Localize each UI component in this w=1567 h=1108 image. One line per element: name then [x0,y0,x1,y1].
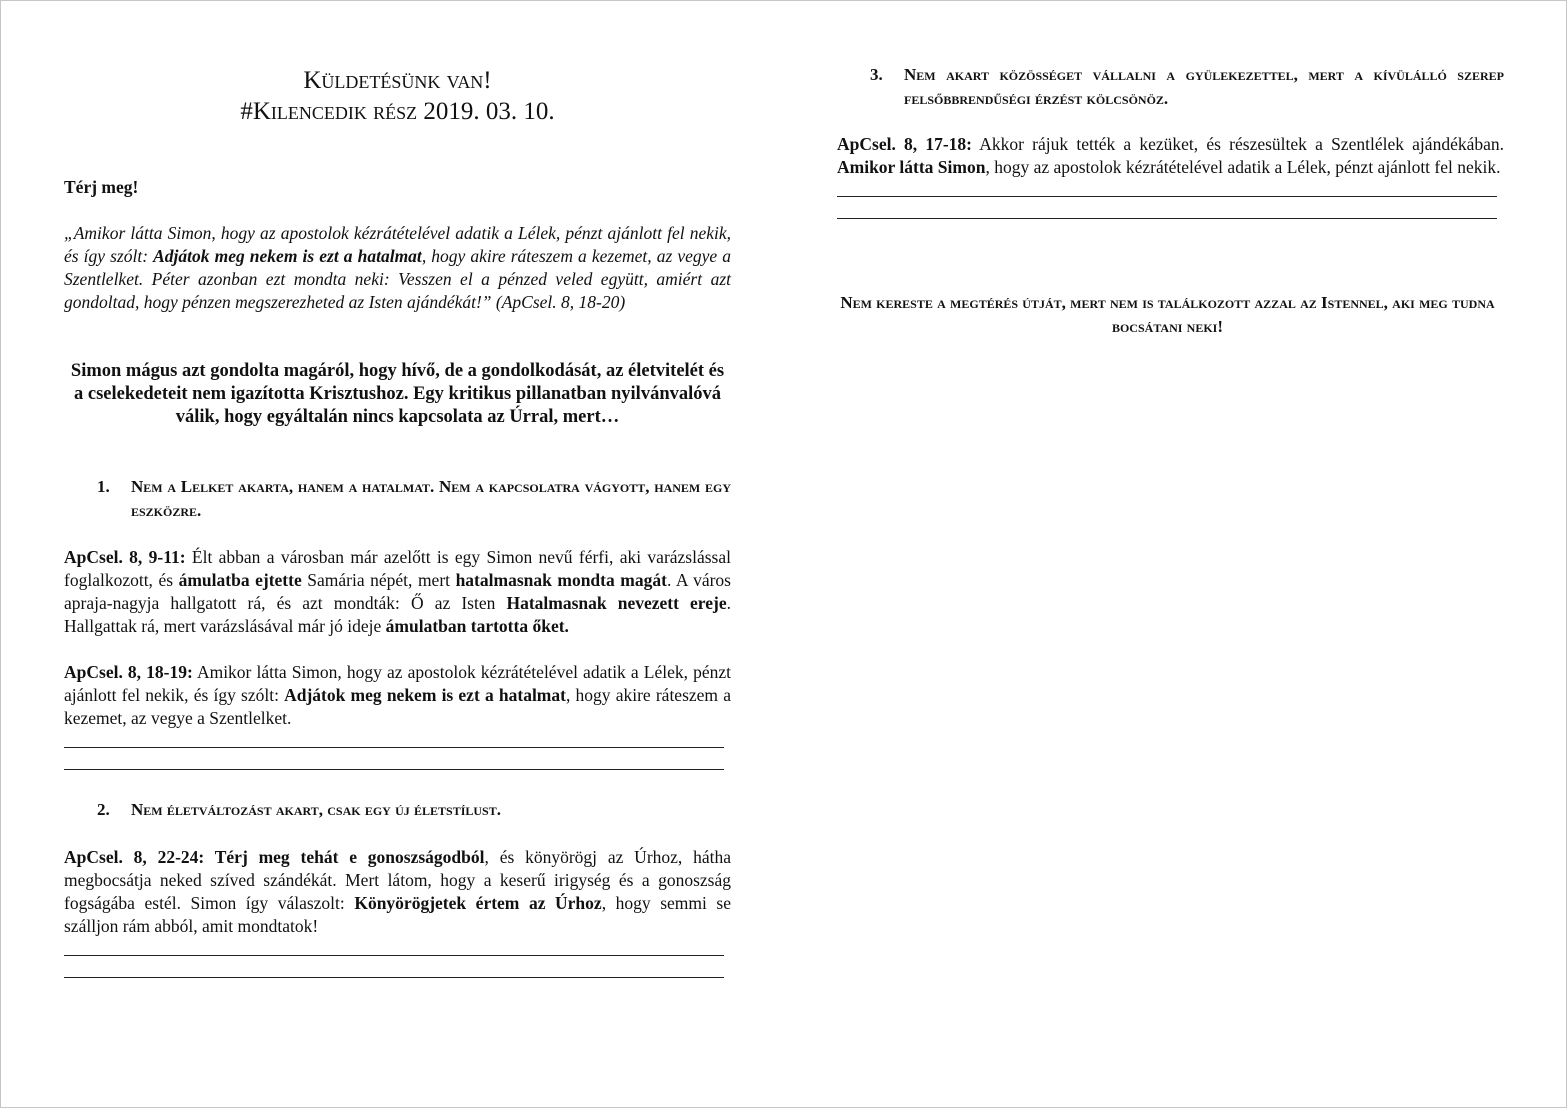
verse-text: , hogy az apostolok kézrátételével adatik a Lélek, pénzt ajánlott fel nekik. [985,157,1501,177]
verse-text: . A város apraja-nagyja hallgatott rá, és azt mondták: Ő az Isten [64,570,731,613]
verse-bold: ámulatba ejtette [178,570,302,590]
answer-line[interactable] [64,747,724,748]
quote-text: „Amikor látta Simon, hogy az apostolok kézrátételével adatik a Lélek, pénzt ajánlott fel nekik, és így szólt: [64,223,731,266]
verse-text: . Hallgattak rá, mert varázslásával már jó ideje [64,593,731,636]
verse-text: Amikor látta Simon, hogy az apostolok kézrátételével adatik a Lélek, pénzt ajánlott fel nekik, és így szólt: [64,662,731,705]
verse-bold: ámulatban tartotta őket. [385,616,569,636]
verse-paragraph [837,133,1504,179]
verse-text: , hogy semmi se szálljon rám abból, amit mondtatok! [64,893,731,936]
answer-line[interactable] [64,977,724,978]
closing-statement: Nem kereste a megtérés útját, mert nem is találkozott azzal az Istennel, aki meg tudna bocsátani neki! [840,293,1495,336]
verse-reference: ApCsel. 8, 22-24: [64,847,205,867]
scripture-quote [64,222,731,314]
point-number: 2. [97,800,110,819]
verse-reference: ApCsel. 8, 18-19: [64,662,193,682]
verse-bold: hatalmasnak mondta magát [455,570,667,590]
verse-bold: Hatalmasnak nevezett ereje [506,593,727,613]
verse-bold: Könyörögjetek értem az Úrhoz [354,893,602,913]
verse-text: Akkor rájuk tették a kezüket, és részesültek a Szentlélek ajándékában. [972,134,1504,154]
point-1 [97,475,731,523]
left-column [64,61,731,978]
point-3 [870,63,1504,111]
point-2 [97,798,731,822]
verse-text: , hogy akire ráteszem a kezemet, az vegye a Szentlelket. [64,685,731,728]
point-text: Nem akart közösséget vállalni a gyülekezettel, mert a kívülálló szerep felsőbbrendűségi érzést kölcsönöz. [904,65,1504,108]
verse-text: Samária népét, mert [301,570,456,590]
point-text: Nem életváltozást akart, csak egy új életstílust. [131,800,501,819]
point-number: 1. [97,477,110,496]
point-text: Nem a Lelket akarta, hanem a hatalmat. Nem a kapcsolatra vágyott, hanem egy eszközre. [131,477,731,520]
verse-reference: ApCsel. 8, 17-18: [837,134,973,154]
verse-paragraph [64,661,731,730]
verse-paragraph [64,846,731,938]
verse-reference: ApCsel. 8, 9-11: [64,547,186,567]
verse-bold: Adjátok meg nekem is ezt a hatalmat [284,685,566,705]
point-number: 3. [870,65,883,84]
verse-text: Élt abban a városban már azelőtt is egy Simon nevű férfi, aki varázslással foglalkozott, és [64,547,731,590]
verse-text: , és könyörögj az Úrhoz, hátha megbocsátja neked szíved szándékát. Mert látom, hogy a keserű irigység és a gonoszság fogságába estél. Simon így válaszolt: [64,847,732,913]
answer-line[interactable] [837,196,1497,197]
verse-bold: Térj meg tehát e gonoszságodból [204,847,485,867]
quote-bold: Adjátok meg nekem is ezt a hatalmat [153,246,422,266]
title-line-1: Küldetésünk van! [303,67,492,94]
answer-line[interactable] [64,769,724,770]
verse-bold: Amikor látta Simon [837,157,986,177]
right-column [837,61,1504,356]
title-line-2: #Kilencedik rész 2019. 03. 10. [240,98,555,125]
summary-statement: Simon mágus azt gondolta magáról, hogy hívő, de a gondolkodását, az életvitelét és a cselekedeteit nem igazította Krisztushoz. Egy kritikus pillanatban nyilvánvalóvá válik, hogy egyáltalán nincs kapcsolata az Úrral, mert… [70,361,725,427]
answer-line[interactable] [64,955,724,956]
document-title [64,65,731,127]
verse-paragraph [64,546,731,638]
answer-line[interactable] [837,218,1497,219]
section-heading: Térj meg! [64,177,139,197]
quote-text: , hogy akire ráteszem a kezemet, az vegye a Szentlelket. Péter azonban ezt mondta neki: Vesszen el a pénzed veled együtt, amiért azt gondoltad, hogy pénzen megszerezheted az Isten ajándékát!” (ApCsel. 8, 18-20) [64,246,731,312]
